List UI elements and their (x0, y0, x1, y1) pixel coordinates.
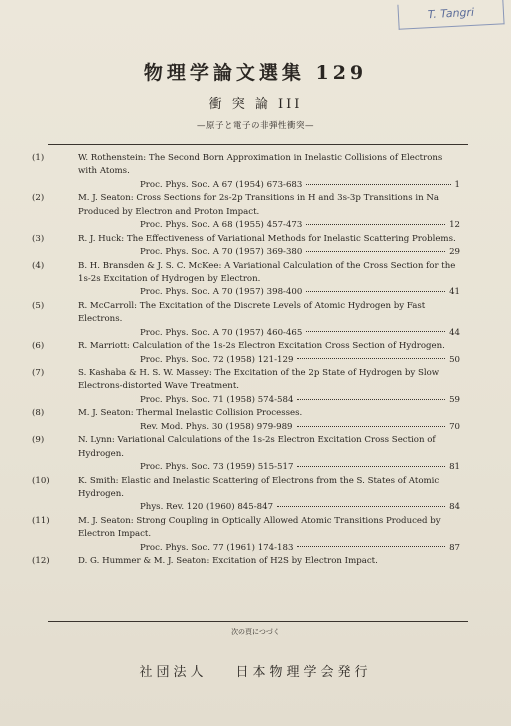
entry-text: M. J. Seaton: Strong Coupling in Optically Allowed Atomic Transitions Produced by Electron Impact. (78, 515, 441, 540)
entry-page: 1 (454, 179, 460, 190)
entry-text: K. Smith: Elastic and Inelastic Scattering of Electrons from the S. States of Atomic Hydrogen. (78, 475, 440, 499)
entry-text: D. G. Hummer & M. J. Seaton: Excitation of H2S by Electron Impact. (78, 556, 378, 567)
publisher-footer (0, 661, 511, 680)
entry-number: (3) (32, 233, 45, 244)
entry-page: 12 (449, 220, 460, 231)
entry-page: 70 (449, 421, 460, 432)
volume-subtitle: 衝 突 論 III (208, 97, 303, 112)
contents-entry (32, 515, 460, 555)
entry-number: (1) (32, 153, 45, 163)
entry-reference: Proc. Phys. Soc. A 70 (1957) 369-380 (140, 247, 303, 258)
entry-reference: Proc. Phys. Soc. 77 (1961) 174-183 (140, 542, 294, 553)
entry-page: 50 (449, 354, 460, 365)
entry-number: (6) (32, 341, 45, 352)
contents-entry (32, 555, 460, 568)
contents-entry (32, 152, 460, 192)
entry-reference: Proc. Phys. Soc. 71 (1958) 574-584 (140, 394, 294, 405)
entry-page: 59 (449, 394, 460, 405)
entry-text: R. Marriott: Calculation of the 1s-2s Electron Excitation Cross Section of Hydrogen. (78, 341, 445, 352)
entry-number: (9) (32, 435, 45, 446)
contents-list (32, 152, 460, 569)
entry-number: (11) (32, 515, 50, 526)
contents-entry (32, 300, 460, 340)
entry-reference: Proc. Phys. Soc. A 68 (1955) 457-473 (140, 220, 303, 231)
entry-reference: Phys. Rev. 120 (1960) 845-847 (140, 502, 274, 513)
contents-entry (32, 407, 460, 434)
entry-number: (4) (32, 260, 45, 271)
entry-text: B. H. Bransden & J. S. C. McKee: A Variational Calculation of the Cross Section for the 1s-2s Excitation of Hydrogen by Electron. (78, 260, 456, 284)
entry-number: (8) (32, 408, 45, 419)
entry-number: (7) (32, 368, 45, 379)
page-title: 物理学論文選集 129 (143, 62, 368, 84)
publisher-org: 社団法人 (139, 665, 208, 680)
entry-page: 44 (449, 327, 460, 338)
entry-text: M. J. Seaton: Cross Sections for 2s-2p Transitions in H and 3s-3p Transitions in Na Produced by Electron and Proton Impact. (78, 193, 440, 217)
contents-entry (32, 260, 460, 300)
entry-text: S. Kashaba & H. S. W. Massey: The Excitation of the 2p State of Hydrogen by Slow Electrons-distorted Wave Treatment. (78, 368, 440, 392)
entry-text: N. Lynn: Variational Calculations of the 1s-2s Electron Excitation Cross Section of Hydrogen. (78, 435, 436, 459)
entry-number: (10) (32, 475, 50, 486)
bottom-rule (48, 621, 468, 622)
entry-text: R. McCarroll: The Excitation of the Discrete Levels of Atomic Hydrogen by Fast Electrons. (78, 300, 426, 325)
entry-reference: Proc. Phys. Soc. A 70 (1957) 398-400 (140, 287, 303, 298)
contents-entry (32, 475, 460, 515)
contents-entry (32, 192, 460, 232)
entry-reference: Proc. Phys. Soc. 73 (1959) 515-517 (140, 462, 294, 473)
entry-number: (2) (32, 193, 45, 204)
contents-entry (32, 434, 460, 474)
entry-page: 81 (449, 462, 460, 473)
entry-text: M. J. Seaton: Thermal Inelastic Collision Processes. (78, 408, 303, 419)
entry-number: (12) (32, 556, 50, 567)
entry-page: 84 (449, 502, 460, 513)
contents-entry (32, 340, 460, 367)
contents-entry (32, 367, 460, 407)
entry-reference: Proc. Phys. Soc. 72 (1958) 121-129 (140, 354, 294, 365)
contents-entry (32, 233, 460, 260)
entry-reference: Proc. Phys. Soc. A 70 (1957) 460-465 (140, 327, 303, 338)
continued-note: 次の頁につづく (231, 628, 280, 636)
entry-page: 29 (449, 247, 460, 258)
volume-topic: —原子と電子の非弾性衝突— (196, 121, 314, 131)
top-rule (48, 144, 468, 145)
entry-page: 41 (449, 287, 460, 298)
ownership-stamp: T. Tangri (397, 0, 504, 30)
entry-text: R. J. Huck: The Effectiveness of Variational Methods for Inelastic Scattering Problems. (78, 233, 456, 244)
entry-number: (5) (32, 300, 45, 311)
publisher-name: 日本物理学会発行 (235, 665, 372, 680)
entry-text: W. Rothenstein: The Second Born Approximation in Inelastic Collisions of Electrons with Atoms. (78, 153, 443, 177)
entry-reference: Proc. Phys. Soc. A 67 (1954) 673-683 (140, 179, 303, 190)
entry-page: 87 (449, 542, 460, 553)
entry-reference: Rev. Mod. Phys. 30 (1958) 979-989 (140, 421, 293, 432)
